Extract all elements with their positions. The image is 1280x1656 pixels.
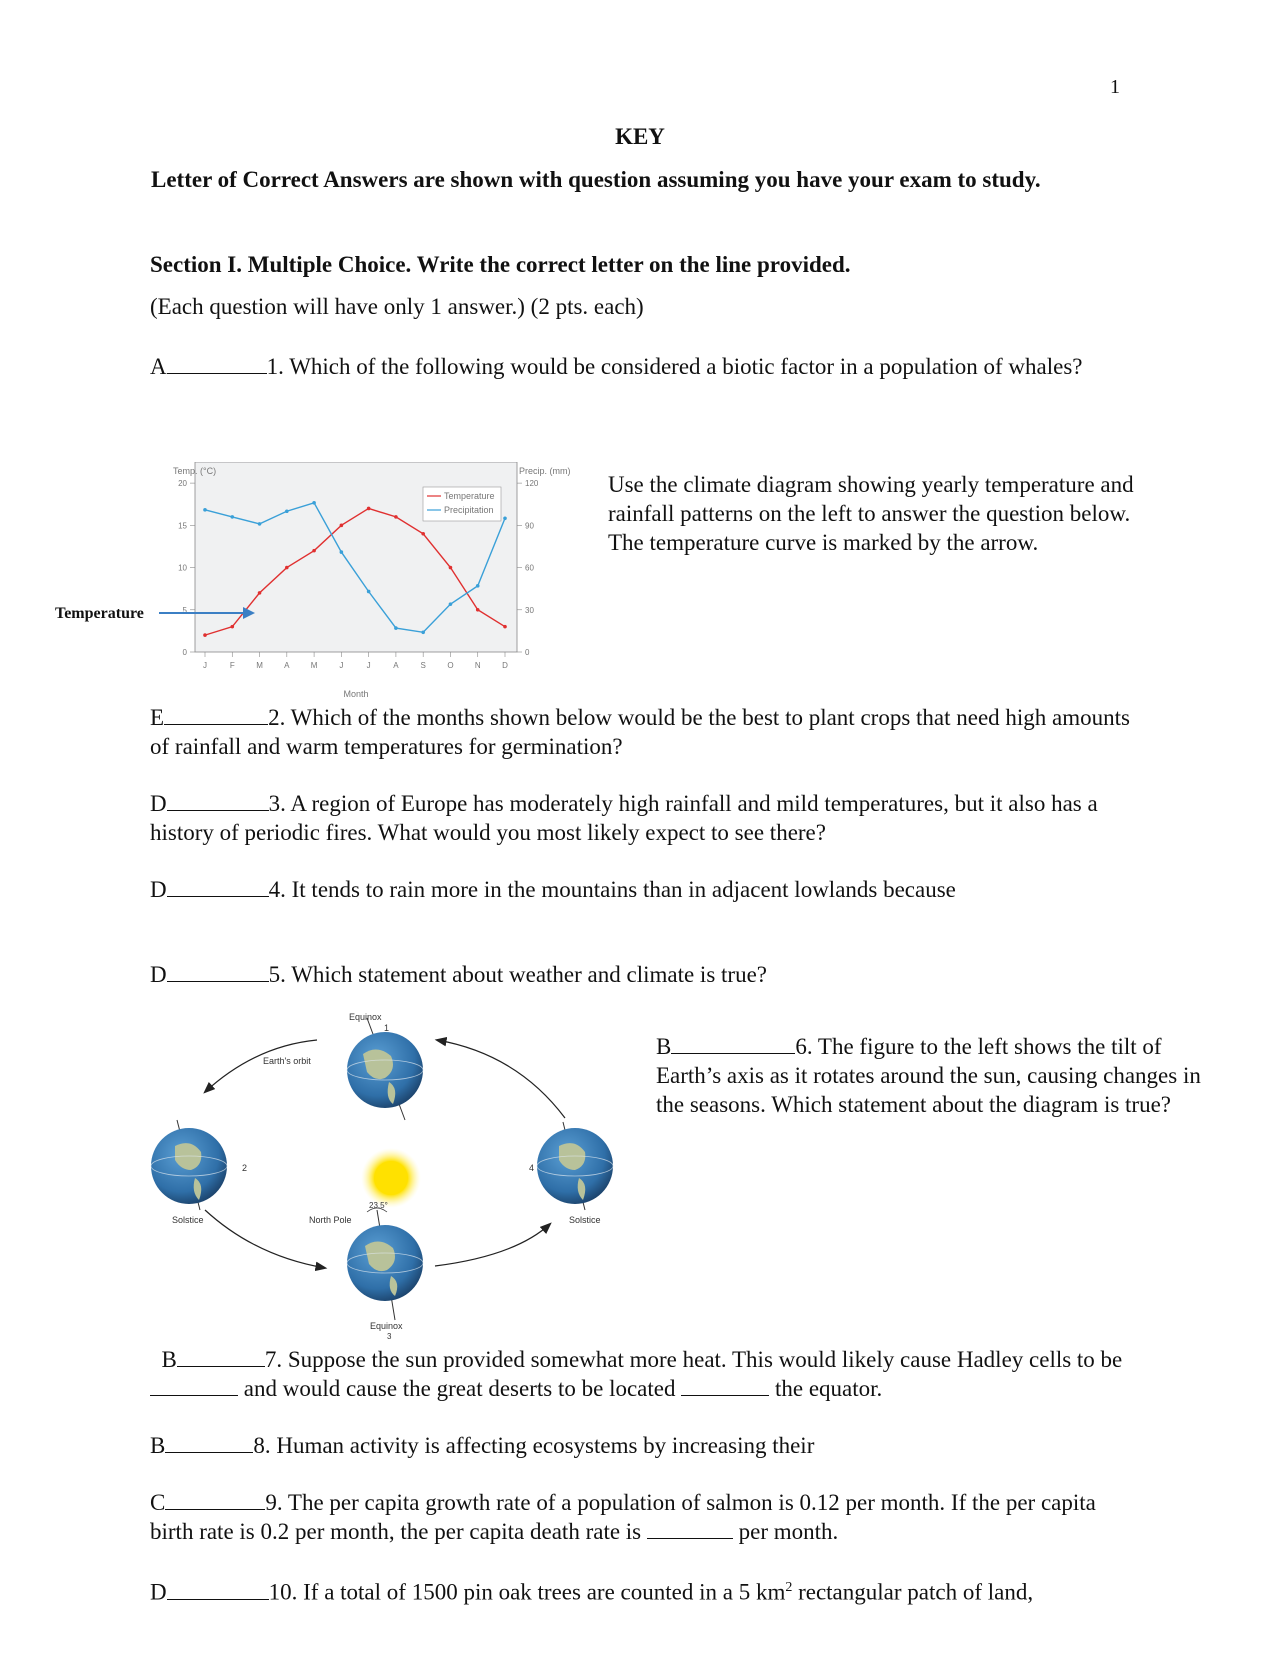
climate-note: Use the climate diagram showing yearly temperature and rainfall patterns on the left to answer the question below. The temperature curve is marked by the arrow.: [608, 472, 1134, 555]
solstice-right-number: 4: [529, 1163, 535, 1173]
question-text: rectangular patch of land,: [792, 1579, 1034, 1605]
section-subheading: (Each question will have only 1 answer.) (2 pts. each): [150, 294, 644, 319]
data-point-temperature: [476, 608, 480, 612]
seasons-diagram: [145, 1010, 645, 1340]
x-tick-label: J: [203, 661, 207, 670]
answer-line: [671, 1034, 795, 1054]
answer-letter: C: [150, 1490, 166, 1515]
answer-letter: D: [150, 962, 167, 987]
answer-letter: B: [150, 1433, 166, 1458]
x-tick-label: J: [339, 661, 344, 670]
superscript: 2: [785, 1580, 793, 1595]
page-title: KEY: [615, 124, 665, 149]
question-text: per month.: [738, 1519, 839, 1544]
answer-letter: D: [150, 877, 167, 902]
answer-letter: E: [150, 705, 165, 730]
question-10: [150, 1573, 1140, 1607]
answer-line: [167, 791, 269, 811]
data-point-precipitation: [230, 515, 234, 519]
question-text: 9. The per capita growth rate of a population of salmon is 0.12 per month. If the per capita birth rate is 0.2 per month, the per capita death rate is: [150, 1490, 1096, 1544]
solstice-right-label: Solstice: [569, 1215, 601, 1225]
data-point-precipitation: [285, 509, 289, 513]
legend-label-precipitation: Precipitation: [444, 505, 494, 515]
page-number: 1: [1110, 76, 1120, 98]
question-2: [150, 703, 1140, 761]
question-text: the equator.: [774, 1376, 883, 1401]
solstice-left-number: 2: [242, 1163, 248, 1173]
x-tick-label: M: [310, 661, 318, 670]
x-tick-label: J: [366, 661, 371, 670]
answer-letter: A: [150, 354, 167, 379]
data-point-precipitation: [203, 508, 207, 512]
section-heading: Section I. Multiple Choice. Write the correct letter on the line provided.: [150, 252, 851, 277]
left-axis-label: Temp. (°C): [173, 466, 217, 476]
data-point-precipitation: [312, 501, 316, 505]
data-point-temperature: [394, 515, 398, 519]
answer-letter: B: [656, 1034, 672, 1059]
data-point-temperature: [312, 549, 316, 553]
sun-icon: [374, 1161, 408, 1195]
question-text: 4. It tends to rain more in the mountains than in adjacent lowlands because: [268, 877, 956, 902]
equinox-bottom-label: Equinox: [370, 1321, 403, 1331]
y-right-tick-label: 30: [525, 605, 534, 615]
orbit-arrow: [437, 1040, 565, 1118]
tilt-angle-label: 23.5°: [369, 1201, 388, 1210]
x-axis-label: Month: [343, 689, 369, 699]
y-left-tick-label: 0: [182, 648, 187, 657]
fill-in-blank: [150, 1376, 238, 1396]
question-text: 8. Human activity is affecting ecosystems by increasing their: [253, 1433, 815, 1458]
right-axis-label: Precip. (mm): [519, 466, 571, 476]
data-point-precipitation: [367, 590, 371, 594]
x-tick-label: A: [393, 661, 399, 670]
question-6: [656, 1032, 1226, 1119]
climate-diagram: [55, 462, 575, 702]
question-text: 6. The figure to the left shows the tilt of Earth’s axis as it rotates around the sun, causing changes in the seasons. Which statement about the diagram is true?: [656, 1034, 1201, 1117]
question-text: 7. Suppose the sun provided somewhat more heat. This would likely cause Hadley cells to be: [264, 1347, 1123, 1372]
equinox-top-number: 1: [384, 1023, 390, 1033]
answer-line: [177, 1347, 265, 1367]
data-point-precipitation: [340, 550, 344, 554]
question-text: 10. If a total of 1500 pin oak trees are counted in a 5 km: [268, 1579, 786, 1605]
data-point-precipitation: [449, 602, 453, 606]
earth-globe-equinox-bottom: [347, 1210, 423, 1320]
question-9: [150, 1488, 1140, 1546]
answer-line: [167, 877, 269, 897]
data-point-precipitation: [394, 626, 398, 630]
answer-line: [167, 962, 269, 982]
orbit-arrow: [205, 1210, 325, 1268]
answer-line: [165, 1433, 253, 1453]
earth-globe-solstice-right: [537, 1122, 613, 1210]
x-tick-label: M: [256, 661, 263, 670]
y-left-tick-label: 5: [182, 605, 187, 615]
earth-globe-solstice-left: [151, 1120, 227, 1210]
question-text: 3. A region of Europe has moderately high rainfall and mild temperatures, but it also has a history of periodic fires. What would you most likely expect to see there?: [150, 791, 1098, 845]
x-tick-label: S: [420, 661, 426, 670]
y-right-tick-label: 0: [525, 648, 530, 657]
temperature-arrow-label: Temperature: [55, 605, 144, 622]
orbit-label: Earth's orbit: [263, 1056, 311, 1066]
data-point-temperature: [340, 524, 344, 528]
data-point-temperature: [258, 591, 262, 595]
solstice-left-label: Solstice: [172, 1215, 204, 1225]
question-3: [150, 789, 1140, 847]
data-point-precipitation: [258, 522, 262, 526]
x-tick-label: D: [502, 661, 508, 670]
y-left-tick-label: 20: [178, 479, 187, 489]
x-tick-label: F: [229, 661, 235, 670]
orbit-arrow: [435, 1224, 550, 1266]
answer-line: [167, 1580, 269, 1600]
data-point-temperature: [230, 625, 234, 629]
answer-letter: B: [161, 1347, 177, 1372]
data-point-temperature: [503, 625, 507, 629]
x-tick-label: O: [447, 661, 454, 670]
y-left-tick-label: 10: [178, 563, 187, 573]
question-5: [150, 960, 1140, 989]
question-text: 5. Which statement about weather and climate is true?: [268, 962, 767, 987]
question-text: 2. Which of the months shown below would be the best to plant crops that need high amounts of rainfall and warm temperatures for germination?: [150, 705, 1131, 759]
data-point-precipitation: [476, 584, 480, 588]
north-pole-label: North Pole: [309, 1215, 352, 1225]
data-point-precipitation: [503, 516, 507, 520]
y-left-tick-label: 15: [178, 521, 187, 531]
x-tick-label: N: [474, 661, 481, 670]
question-text: and would cause the great deserts to be located: [243, 1376, 676, 1401]
x-tick-label: A: [284, 661, 290, 670]
chart-legend: [423, 487, 501, 521]
data-point-temperature: [203, 633, 207, 637]
y-right-tick-label: 60: [525, 563, 534, 573]
equinox-bottom-number: 3: [387, 1332, 392, 1340]
data-point-temperature: [421, 532, 425, 536]
intro-text: Letter of Correct Answers are shown with question assuming you have your exam to study.: [151, 167, 1041, 192]
question-1: [150, 352, 1090, 381]
fill-in-blank: [681, 1376, 769, 1396]
fill-in-blank: [647, 1519, 733, 1539]
question-8: [150, 1431, 1140, 1460]
y-right-tick-label: 120: [525, 479, 539, 489]
data-point-temperature: [449, 566, 453, 570]
answer-line: [165, 1490, 265, 1510]
earth-globe-equinox-top: [347, 1018, 423, 1120]
data-point-temperature: [367, 507, 371, 511]
question-7: [150, 1345, 1140, 1403]
orbit-arrow: [205, 1040, 317, 1092]
data-point-temperature: [285, 566, 289, 570]
question-4: [150, 875, 1140, 904]
legend-label-temperature: Temperature: [444, 491, 495, 501]
answer-line: [164, 705, 268, 725]
equinox-top-label: Equinox: [349, 1012, 382, 1022]
y-right-tick-label: 90: [525, 521, 534, 531]
question-text: 1. Which of the following would be considered a biotic factor in a population of whales?: [266, 354, 1083, 379]
answer-letter: D: [150, 1579, 167, 1605]
data-point-precipitation: [421, 630, 425, 634]
answer-line: [167, 354, 267, 374]
answer-letter: D: [150, 791, 167, 816]
